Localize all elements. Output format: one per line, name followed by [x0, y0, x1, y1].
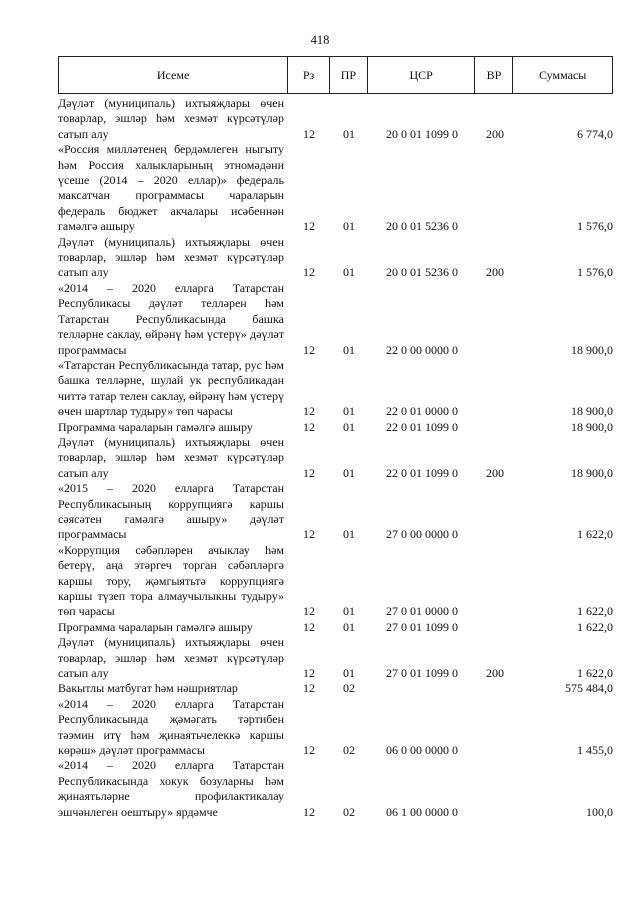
row-name: «2014 – 2020 елларга Татарстан Республикасында җәмәгать тәртибен тәэмин итү һәм җинаятьчелеккә каршы көрәш» дәүләт программасы: [58, 696, 284, 758]
row-pr: 01: [343, 219, 355, 234]
row-rz: 12: [303, 342, 315, 357]
table-header: [58, 56, 613, 94]
row-vr: 200: [486, 265, 504, 280]
row-name: «2014 – 2020 елларга Татарстан Республикасында хокук бозуларны һәм җинаятьләрне профилактикалау эшчәнлеген оештыру» ярдәмче: [58, 758, 284, 819]
row-csr: 22 0 00 0000 0: [386, 342, 458, 357]
row-csr: 20 0 01 1099 0: [386, 126, 458, 141]
row-rz: 12: [303, 666, 315, 681]
header-rz: Рз: [288, 57, 330, 93]
row-csr: 20 0 01 5236 0: [386, 219, 458, 234]
row-csr: 27 0 01 1099 0: [386, 666, 458, 681]
row-pr: 01: [343, 666, 355, 681]
table-row: [58, 697, 613, 759]
row-name: «2015 – 2020 елларга Татарстан Республикасының коррупциягә каршы сәясәтен гамәлгә ашыру» дәүләт программасы: [58, 481, 284, 542]
table-row: [58, 681, 613, 696]
table-row: [58, 481, 613, 543]
row-csr: 27 0 01 1099 0: [386, 619, 458, 634]
table-row: [58, 281, 613, 358]
row-name: Дәүләт (муниципаль) ихтыяҗлары өчен товарлар, эшләр һәм хезмәт күрсәтүләр сатып алу: [58, 234, 284, 280]
row-pr: 01: [343, 265, 355, 280]
row-sum: 1 576,0: [577, 219, 613, 234]
row-name: «Россия милләтенең бердәмлеген ныгыту һәм Россия халыкларының этномәдәни үсеше (2014 – 2020 еллар)» федераль максатчан программасы чараларын федераль бюджет акчалары исәбеннән гамәлгә ашыру: [58, 142, 284, 234]
row-csr: 22 0 01 1099 0: [386, 419, 458, 434]
row-pr: 01: [343, 465, 355, 480]
row-name: «Татарстан Республикасында татар, рус һәм башка телләрне, шулай ук республикадан читтә татар телен саклау, өйрәнү һәм үстерү өчен шартлар тудыру» төп чарасы: [58, 357, 284, 419]
row-name: Дәүләт (муниципаль) ихтыяҗлары өчен товарлар, эшләр һәм хезмәт күрсәтүләр сатып алу: [58, 96, 284, 141]
row-sum: 575 484,0: [565, 681, 613, 696]
table-row: [58, 543, 613, 620]
table-row: [58, 235, 613, 281]
row-rz: 12: [303, 219, 315, 234]
row-rz: 12: [303, 604, 315, 619]
row-vr: 200: [486, 465, 504, 480]
row-pr: 02: [343, 743, 355, 758]
row-pr: 01: [343, 419, 355, 434]
header-name: Исеме: [59, 57, 288, 93]
row-csr: 22 0 01 0000 0: [386, 404, 458, 419]
row-csr: 06 1 00 0000 0: [386, 804, 458, 819]
row-name: «Коррупция сәбәпләрен ачыклау һәм бетерү, аңа этәргеч торган сәбәпләргә каршы тору, җәмгыятьтә коррупциягә каршы түзеп тора алмаучылыкны тудыру» төп чарасы: [58, 542, 284, 619]
row-vr: 200: [486, 126, 504, 141]
row-rz: 12: [303, 465, 315, 480]
row-pr: 01: [343, 126, 355, 141]
table-row: [58, 420, 613, 435]
budget-table: [58, 96, 613, 820]
row-csr: 27 0 01 0000 0: [386, 604, 458, 619]
header-sum: Суммасы: [538, 67, 587, 82]
table-row: [58, 620, 613, 635]
row-sum: 1 455,0: [577, 743, 613, 758]
row-rz: 12: [303, 619, 315, 634]
row-csr: 22 0 01 1099 0: [386, 465, 458, 480]
table-row: [58, 142, 613, 234]
row-rz: 12: [303, 419, 315, 434]
row-csr: 06 0 00 0000 0: [386, 743, 458, 758]
row-sum: 18 900,0: [571, 342, 613, 357]
row-sum: 1 622,0: [577, 527, 613, 542]
table-row: [58, 635, 613, 681]
row-csr: 20 0 01 5236 0: [386, 265, 458, 280]
header-vr: ВР: [475, 57, 513, 93]
row-name: Программа чараларын гамәлгә ашыру: [58, 619, 253, 634]
row-rz: 12: [303, 404, 315, 419]
row-name: Дәүләт (муниципаль) ихтыяҗлары өчен товарлар, эшләр һәм хезмәт күрсәтүләр сатып алу: [58, 434, 284, 480]
row-sum: 1 622,0: [577, 604, 613, 619]
row-sum: 18 900,0: [571, 465, 613, 480]
row-rz: 12: [303, 126, 315, 141]
row-pr: 02: [343, 681, 355, 696]
row-name: Программа чараларын гамәлгә ашыру: [58, 419, 253, 434]
row-pr: 01: [343, 619, 355, 634]
row-rz: 12: [303, 743, 315, 758]
row-name: «2014 – 2020 елларга Татарстан Республикасы дәүләт телләрен һәм Татарстан Республикасында башка телләрне саклау, өйрәнү һәм үстерү» дәүләт программасы: [58, 280, 284, 357]
row-rz: 12: [303, 804, 315, 819]
row-rz: 12: [303, 527, 315, 542]
row-pr: 01: [343, 404, 355, 419]
row-sum: 100,0: [586, 804, 613, 819]
page-number: 418: [310, 33, 330, 47]
row-sum: 1 576,0: [577, 265, 613, 280]
row-csr: 27 0 00 0000 0: [386, 527, 458, 542]
row-pr: 01: [343, 342, 355, 357]
row-name: Дәүләт (муниципаль) ихтыяҗлары өчен товарлар, эшләр һәм хезмәт күрсәтүләр сатып алу: [58, 635, 284, 681]
row-pr: 01: [343, 527, 355, 542]
row-vr: 200: [486, 666, 504, 681]
row-pr: 01: [343, 604, 355, 619]
table-row: [58, 96, 613, 142]
row-sum: 18 900,0: [571, 404, 613, 419]
table-row: [58, 358, 613, 420]
row-sum: 1 622,0: [577, 666, 613, 681]
row-sum: 6 774,0: [577, 126, 613, 141]
table-row: [58, 435, 613, 481]
header-pr: ПР: [330, 57, 368, 93]
row-name: Вакытлы матбугат һәм нәшриятлар: [58, 681, 238, 696]
header-csr: ЦСР: [368, 57, 476, 93]
table-row: [58, 758, 613, 820]
row-sum: 1 622,0: [577, 619, 613, 634]
row-rz: 12: [303, 265, 315, 280]
row-sum: 18 900,0: [571, 419, 613, 434]
row-rz: 12: [303, 681, 315, 696]
row-pr: 02: [343, 804, 355, 819]
